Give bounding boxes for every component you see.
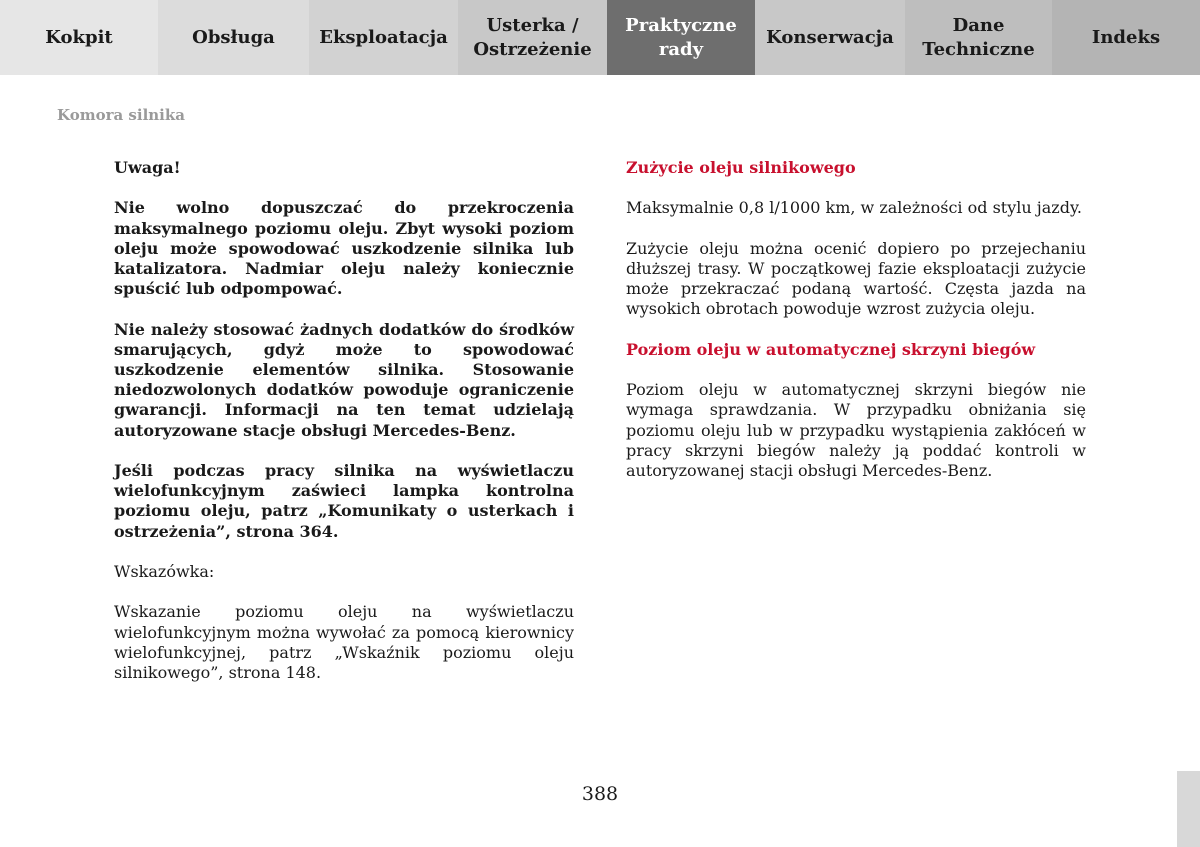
side-tab-marker	[1177, 771, 1200, 847]
right-column	[626, 158, 1086, 501]
tab-konserwacja[interactable]: Konserwacja	[755, 0, 905, 75]
tab-indeks[interactable]: Indeks	[1052, 0, 1200, 75]
section-label: Komora silnika	[57, 106, 185, 124]
tab-eksploatacja[interactable]: Eksploatacja	[309, 0, 458, 75]
tab-obsluga[interactable]: Obsługa	[158, 0, 309, 75]
hint-text: Wskazanie poziomu oleju na wyświetlaczu wielofunkcyjnym można wywołać za pomocą kierownicy wielofunkcyjnej, patrz „Wskaźnik poziomu oleju silnikowego”, strona 148.	[114, 602, 574, 682]
tab-praktyczne-rady[interactable]: Praktyczne rady	[607, 0, 755, 75]
left-column	[114, 158, 574, 703]
heading-oil-consumption: Zużycie oleju silnikowego	[626, 158, 856, 177]
page-number: 388	[581, 783, 619, 805]
transmission-oil-info: Poziom oleju w automatycznej skrzyni biegów nie wymaga sprawdzania. W przypadku obniżania się poziomu oleju lub w przypadku wystąpienia zakłóceń w pracy skrzyni biegów należy ją poddać kontroli w autoryzowanej stacji obsługi Mercedes-Benz.	[626, 380, 1086, 480]
warning-title: Uwaga!	[114, 158, 181, 177]
tab-dane-techniczne[interactable]: Dane Techniczne	[905, 0, 1052, 75]
tab-kokpit[interactable]: Kokpit	[0, 0, 158, 75]
warning-paragraph-3: Jeśli podczas pracy silnika na wyświetlaczu wielofunkcyjnym zaświeci lampka kontrolna poziomu oleju, patrz „Komunikaty o usterkach i ostrzeżenia”, strona 364.	[114, 461, 574, 541]
warning-paragraph-2: Nie należy stosować żadnych dodatków do środków smarujących, gdyż może to spowodować uszkodzenie elementów silnika. Stosowanie niedozwolonych dodatków powoduje ograniczenie gwarancji. Informacji na ten temat udzielają autoryzowane stacje obsługi Mercedes-Benz.	[114, 319, 574, 440]
oil-consumption-max: Maksymalnie 0,8 l/1000 km, w zależności od stylu jazdy.	[626, 198, 1082, 218]
tab-usterka-ostrzezenie[interactable]: Usterka / Ostrzeżenie	[458, 0, 607, 75]
oil-consumption-info: Zużycie oleju można ocenić dopiero po przejechaniu dłuższej trasy. W początkowej fazie eksploatacji zużycie może przekraczać podaną wartość. Częsta jazda na wysokich obrotach powoduje wzrost zużycia oleju.	[626, 238, 1086, 319]
heading-transmission-oil: Poziom oleju w automatycznej skrzyni biegów	[626, 339, 1036, 359]
chapter-tabs	[0, 0, 1200, 75]
warning-paragraph-1: Nie wolno dopuszczać do przekroczenia maksymalnego poziomu oleju. Zbyt wysoki poziom oleju może spowodować uszkodzenie silnika lub katalizatora. Nadmiar oleju należy koniecznie spuścić lub odpompować.	[114, 198, 574, 299]
hint-title: Wskazówka:	[114, 562, 215, 581]
